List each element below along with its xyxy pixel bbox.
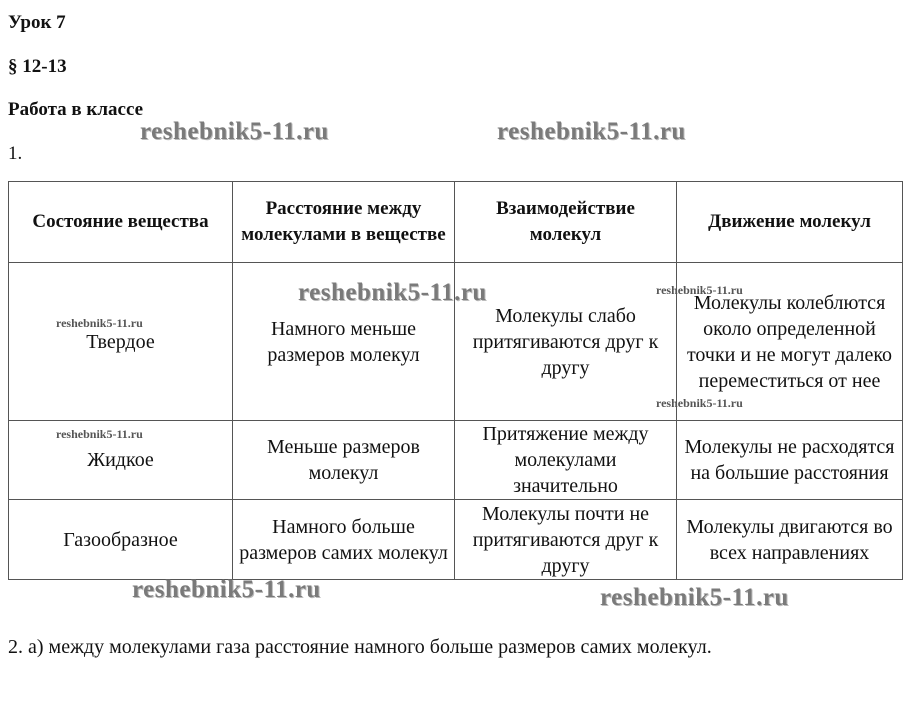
work-heading: Работа в классе [8, 99, 144, 120]
cell-state: Твердое [9, 263, 233, 421]
watermark: reshebnik5-11.ru [656, 396, 743, 410]
cell-distance: Намного меньше размеров молекул [233, 263, 455, 421]
cell-interaction: Притяжение между молекулами значительно [455, 421, 677, 500]
watermark: reshebnik5-11.ru [497, 118, 686, 145]
watermark: reshebnik5-11.ru [132, 576, 321, 603]
header-state: Состояние вещества [9, 182, 233, 263]
watermark: reshebnik5-11.ru [56, 427, 143, 441]
answer-2: 2. а) между молекулами газа расстояние намного больше размеров самих молекул. [8, 636, 712, 658]
task-1-number: 1. [8, 143, 23, 164]
states-table [8, 181, 903, 580]
table-row [9, 500, 903, 580]
header-motion: Движение молекул [677, 182, 903, 263]
cell-motion: Молекулы не расходятся на большие расстояния [677, 421, 903, 500]
table-header-row [9, 182, 903, 263]
watermark: reshebnik5-11.ru [140, 118, 329, 145]
watermark: reshebnik5-11.ru [656, 283, 743, 297]
header-distance: Расстояние между молекулами в веществе [233, 182, 455, 263]
cell-state: Газообразное [9, 500, 233, 580]
cell-state: Жидкое [9, 421, 233, 500]
lesson-title: Урок 7 [8, 12, 66, 33]
section-number: § 12-13 [8, 56, 67, 77]
cell-distance: Меньше размеров молекул [233, 421, 455, 500]
cell-motion: Молекулы колеблются около определенной точки и не могут далеко переместиться от нее [677, 263, 903, 421]
cell-interaction: Молекулы почти не притягиваются друг к другу [455, 500, 677, 580]
watermark: reshebnik5-11.ru [56, 316, 143, 330]
header-interaction: Взаимодействие молекул [455, 182, 677, 263]
watermark: reshebnik5-11.ru [600, 584, 789, 611]
cell-interaction: Молекулы слабо притягиваются друг к другу [455, 263, 677, 421]
watermark: reshebnik5-11.ru [298, 279, 487, 306]
cell-distance: Намного больше размеров самих молекул [233, 500, 455, 580]
cell-motion: Молекулы двигаются во всех направлениях [677, 500, 903, 580]
